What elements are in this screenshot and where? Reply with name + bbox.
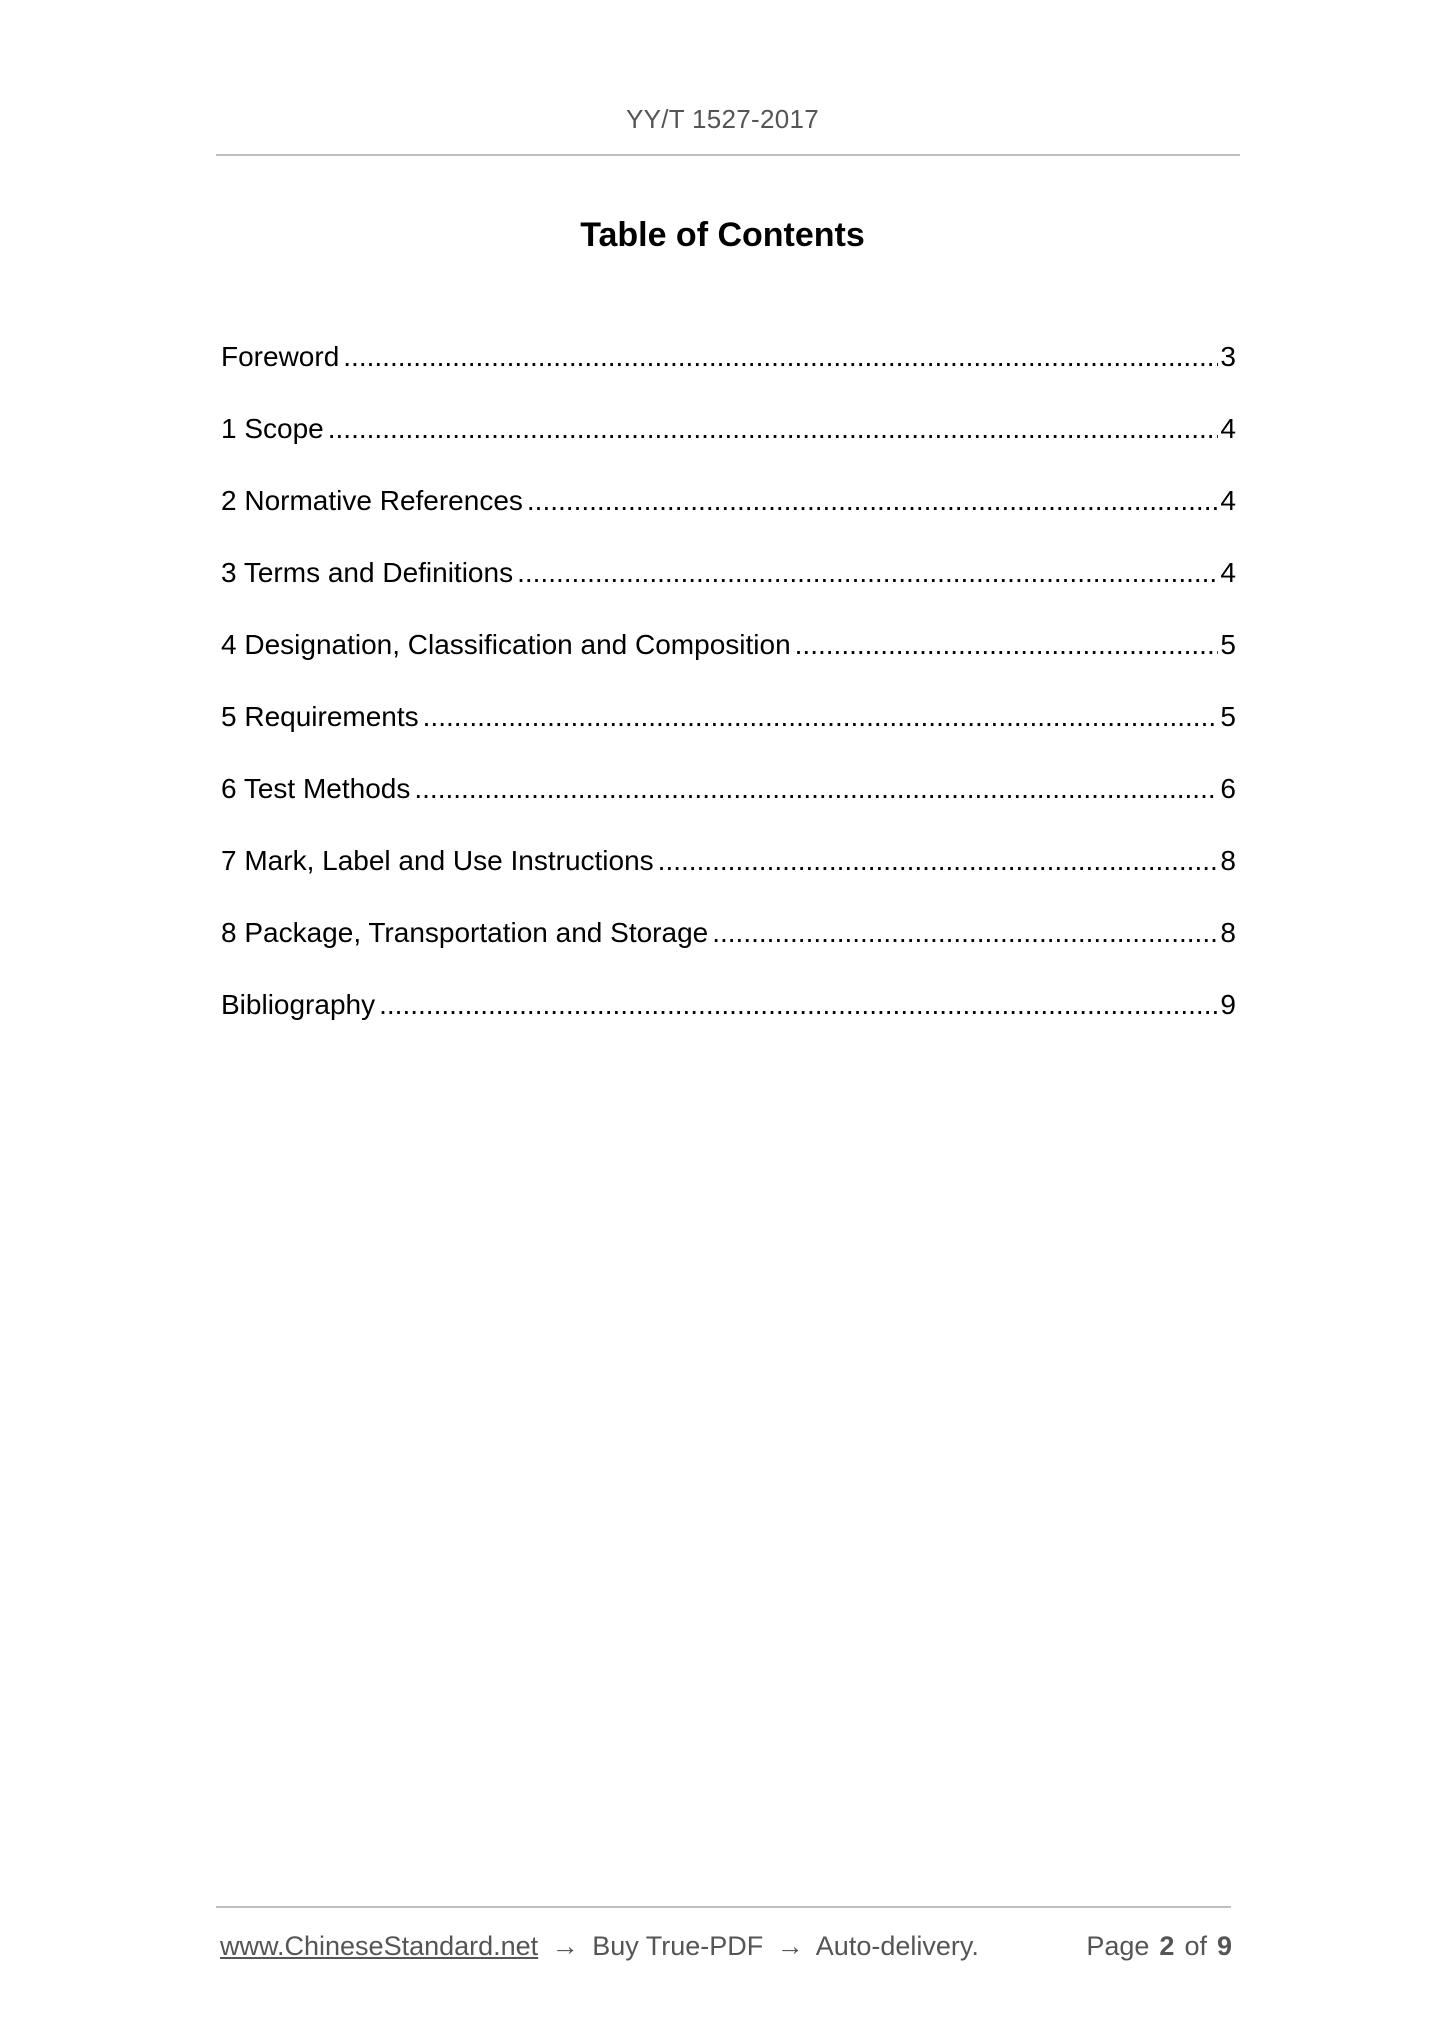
toc-entry-label: Foreword: [221, 341, 340, 372]
toc-entry-label: 2 Normative References: [221, 485, 523, 516]
auto-delivery-text: Auto-delivery.: [815, 1931, 979, 1961]
of-word: of: [1184, 1931, 1207, 1961]
dot-leader: [414, 769, 1218, 809]
toc-entry-label: 3 Terms and Definitions: [221, 557, 514, 588]
toc-entry-test-methods[interactable]: [221, 769, 1236, 841]
toc-entry-requirements[interactable]: [221, 697, 1236, 769]
toc-entry-label: 8 Package, Transportation and Storage: [221, 917, 709, 948]
header-divider: [216, 154, 1240, 156]
toc-entry-label: 1 Scope: [221, 413, 324, 444]
toc-entry-page: 9: [1220, 989, 1236, 1020]
toc-title: Table of Contents: [580, 216, 865, 254]
toc-entry-designation[interactable]: [221, 625, 1236, 697]
dot-leader: [328, 409, 1219, 449]
footer-promo: [220, 1926, 979, 1966]
site-link[interactable]: www.ChineseStandard.net: [220, 1931, 539, 1961]
arrow-right-icon: →: [551, 1931, 579, 1961]
toc-entry-page: 8: [1220, 845, 1236, 876]
page-number: [1086, 1926, 1232, 1966]
dot-leader: [517, 553, 1218, 593]
toc-entry-label: 7 Mark, Label and Use Instructions: [221, 845, 654, 876]
toc-entry-bibliography[interactable]: [221, 985, 1236, 1057]
dot-leader: [527, 481, 1219, 521]
toc-entry-page: 8: [1220, 917, 1236, 948]
toc-entry-page: 4: [1220, 413, 1236, 444]
toc-entry-label: 5 Requirements: [221, 701, 419, 732]
dot-leader: [379, 985, 1218, 1025]
page-word: Page: [1086, 1931, 1150, 1961]
dot-leader: [423, 697, 1219, 737]
toc-entry-page: 4: [1220, 557, 1236, 588]
toc-entry-foreword[interactable]: [221, 337, 1236, 409]
toc-entry-package[interactable]: [221, 913, 1236, 985]
toc-entry-page: 4: [1220, 485, 1236, 516]
dot-leader: [712, 913, 1218, 953]
toc-entry-mark-label[interactable]: [221, 841, 1236, 913]
toc-entry-page: 3: [1220, 341, 1236, 372]
total-pages-number: 9: [1216, 1931, 1232, 1961]
toc-entry-page: 6: [1220, 773, 1236, 804]
toc-entry-page: 5: [1220, 629, 1236, 660]
dot-leader: [343, 337, 1218, 377]
toc-entry-label: Bibliography: [221, 989, 376, 1020]
document-id-header: YY/T 1527-2017: [625, 104, 820, 134]
arrow-right-icon: →: [776, 1931, 804, 1961]
toc-entry-normative-references[interactable]: [221, 481, 1236, 553]
dot-leader: [795, 625, 1219, 665]
toc-entry-terms-definitions[interactable]: [221, 553, 1236, 625]
page-footer: [220, 1926, 1232, 1966]
buy-true-pdf-text: Buy True-PDF: [592, 1931, 764, 1961]
current-page-number: 2: [1159, 1931, 1175, 1961]
toc-entry-label: 6 Test Methods: [221, 773, 411, 804]
toc-entry-label: 4 Designation, Classification and Composition: [221, 629, 791, 660]
toc-entry-scope[interactable]: [221, 409, 1236, 481]
toc-entry-page: 5: [1220, 701, 1236, 732]
footer-divider: [216, 1906, 1231, 1908]
dot-leader: [658, 841, 1219, 881]
toc-list: [221, 337, 1236, 1057]
